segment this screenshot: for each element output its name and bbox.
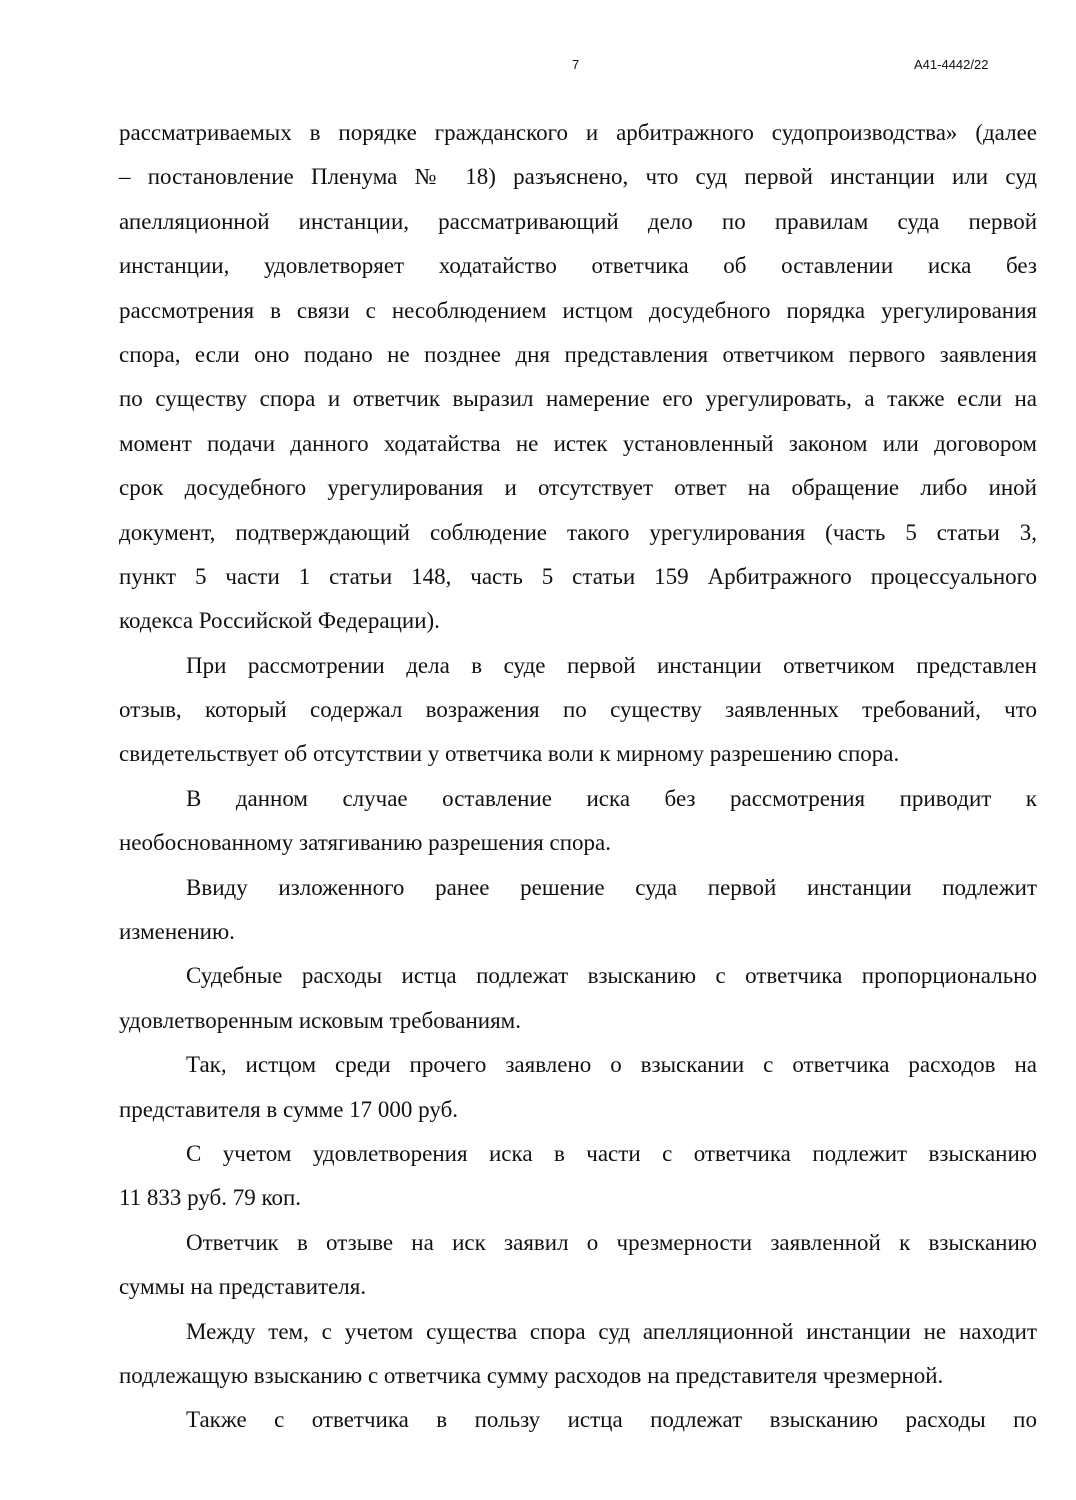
text-line: суммы на представителя.	[119, 1274, 367, 1300]
text-line: изменению.	[119, 919, 235, 945]
paragraph-first-line: Также с ответчика в пользу истца подлежат взысканию расходы по	[186, 1407, 1037, 1433]
paragraph-first-line: Ответчик в отзыве на иск заявил о чрезмерности заявленной к взысканию	[186, 1229, 1037, 1255]
text-line: по существу спора и ответчик выразил намерение его урегулировать, а также если на	[119, 386, 1037, 412]
text-line: 11 833 руб. 79 коп.	[119, 1185, 302, 1211]
paragraph-first-line: При рассмотрении дела в суде первой инстанции ответчиком представлен	[186, 652, 1037, 678]
document-body	[119, 113, 1037, 1445]
text-line: спора, если оно подано не позднее дня представления ответчиком первого заявления	[119, 341, 1037, 367]
text-line: апелляционной инстанции, рассматривающий дело по правилам суда первой	[119, 208, 1037, 234]
text-line: срок досудебного урегулирования и отсутствует ответ на обращение либо иной	[119, 475, 1037, 501]
paragraph-first-line: Ввиду изложенного ранее решение суда первой инстанции подлежит	[186, 874, 1037, 900]
text-line: рассмотрения в связи с несоблюдением истцом досудебного порядка урегулирования	[119, 297, 1037, 323]
paragraph-first-line: С учетом удовлетворения иска в части с ответчика подлежит взысканию	[186, 1140, 1037, 1166]
page-number: 7	[572, 57, 580, 72]
text-line: отзыв, который содержал возражения по существу заявленных требований, что	[119, 697, 1037, 723]
text-line: подлежащую взысканию с ответчика сумму расходов на представителя чрезмерной.	[119, 1362, 944, 1388]
text-line: – постановление Пленума № 18) разъяснено, что суд первой инстанции или суд	[119, 164, 1037, 190]
text-line: представителя в сумме 17 000 руб.	[119, 1096, 459, 1122]
text-line: удовлетворенным исковым требованиям.	[119, 1007, 521, 1033]
case-number: А41-4442/22	[914, 57, 989, 72]
text-line: момент подачи данного ходатайства не истек установленный законом или договором	[119, 430, 1037, 456]
text-line: свидетельствует об отсутствии у ответчика воли к мирному разрешению спора.	[119, 741, 900, 767]
text-line: рассматриваемых в порядке гражданского и арбитражного судопроизводства» (далее	[119, 120, 1037, 145]
paragraph-first-line: Так, истцом среди прочего заявлено о взыскании с ответчика расходов на	[186, 1052, 1037, 1078]
text-line: кодекса Российской Федерации).	[119, 608, 440, 634]
paragraph-first-line: В данном случае оставление иска без рассмотрения приводит к	[186, 785, 1037, 811]
paragraph-first-line: Между тем, с учетом существа спора суд апелляционной инстанции не находит	[186, 1318, 1037, 1344]
paragraph-first-line: Судебные расходы истца подлежат взысканию с ответчика пропорционально	[186, 963, 1037, 989]
text-line: инстанции, удовлетворяет ходатайство ответчика об оставлении иска без	[119, 253, 1037, 279]
text-line: документ, подтверждающий соблюдение такого урегулирования (часть 5 статьи 3,	[119, 519, 1037, 545]
text-line: необоснованному затягиванию разрешения спора.	[119, 830, 611, 856]
text-line: пункт 5 части 1 статьи 148, часть 5 статьи 159 Арбитражного процессуального	[119, 563, 1037, 589]
